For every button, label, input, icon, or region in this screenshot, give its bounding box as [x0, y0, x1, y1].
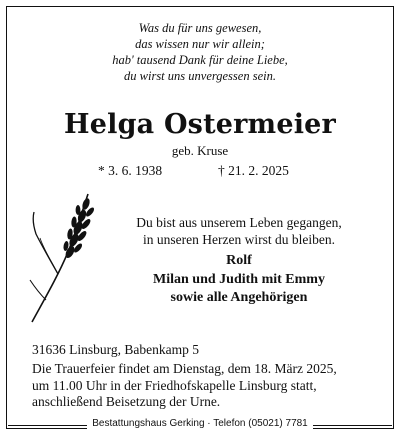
funeral-line: anschließend Beisetzung der Urne.	[32, 394, 221, 409]
mourners-list	[110, 252, 368, 308]
mourner-line: Milan und Judith mit Emmy	[153, 271, 325, 287]
farewell-line: in unseren Herzen wirst du bleiben.	[143, 232, 335, 247]
death-date: † 21. 2. 2025	[218, 163, 289, 178]
maiden-name: geb. Kruse	[171, 143, 229, 158]
mourner-line: sowie alle Angehörigen	[170, 290, 308, 305]
funeral-line: Die Trauerfeier findet am Dienstag, dem 18. März 2025,	[32, 361, 337, 376]
footer	[0, 417, 400, 431]
address: 31636 Linsburg, Babenkamp 5	[32, 342, 199, 357]
birth-date: * 3. 6. 1938	[98, 163, 163, 178]
poem-line: das wissen nur wir allein;	[135, 37, 265, 51]
mourner-line: Rolf	[226, 253, 252, 268]
farewell-text	[110, 214, 368, 248]
poem-line: hab' tausend Dank für deine Liebe,	[112, 53, 288, 67]
funeral-info	[32, 361, 372, 411]
deceased-name: Helga Ostermeier	[64, 109, 336, 140]
poem	[0, 20, 400, 84]
poem-line: du wirst uns unvergessen sein.	[124, 69, 276, 83]
funeral-home-credit: Bestattungshaus Gerking · Telefon (05021) 7781	[87, 418, 313, 429]
farewell-line: Du bist aus unserem Leben gegangen,	[136, 215, 342, 230]
poem-line: Was du für uns gewesen,	[138, 21, 262, 35]
funeral-line: um 11.00 Uhr in der Friedhofskapelle Linsburg statt,	[32, 377, 317, 393]
grass-stalk-icon	[24, 190, 102, 330]
